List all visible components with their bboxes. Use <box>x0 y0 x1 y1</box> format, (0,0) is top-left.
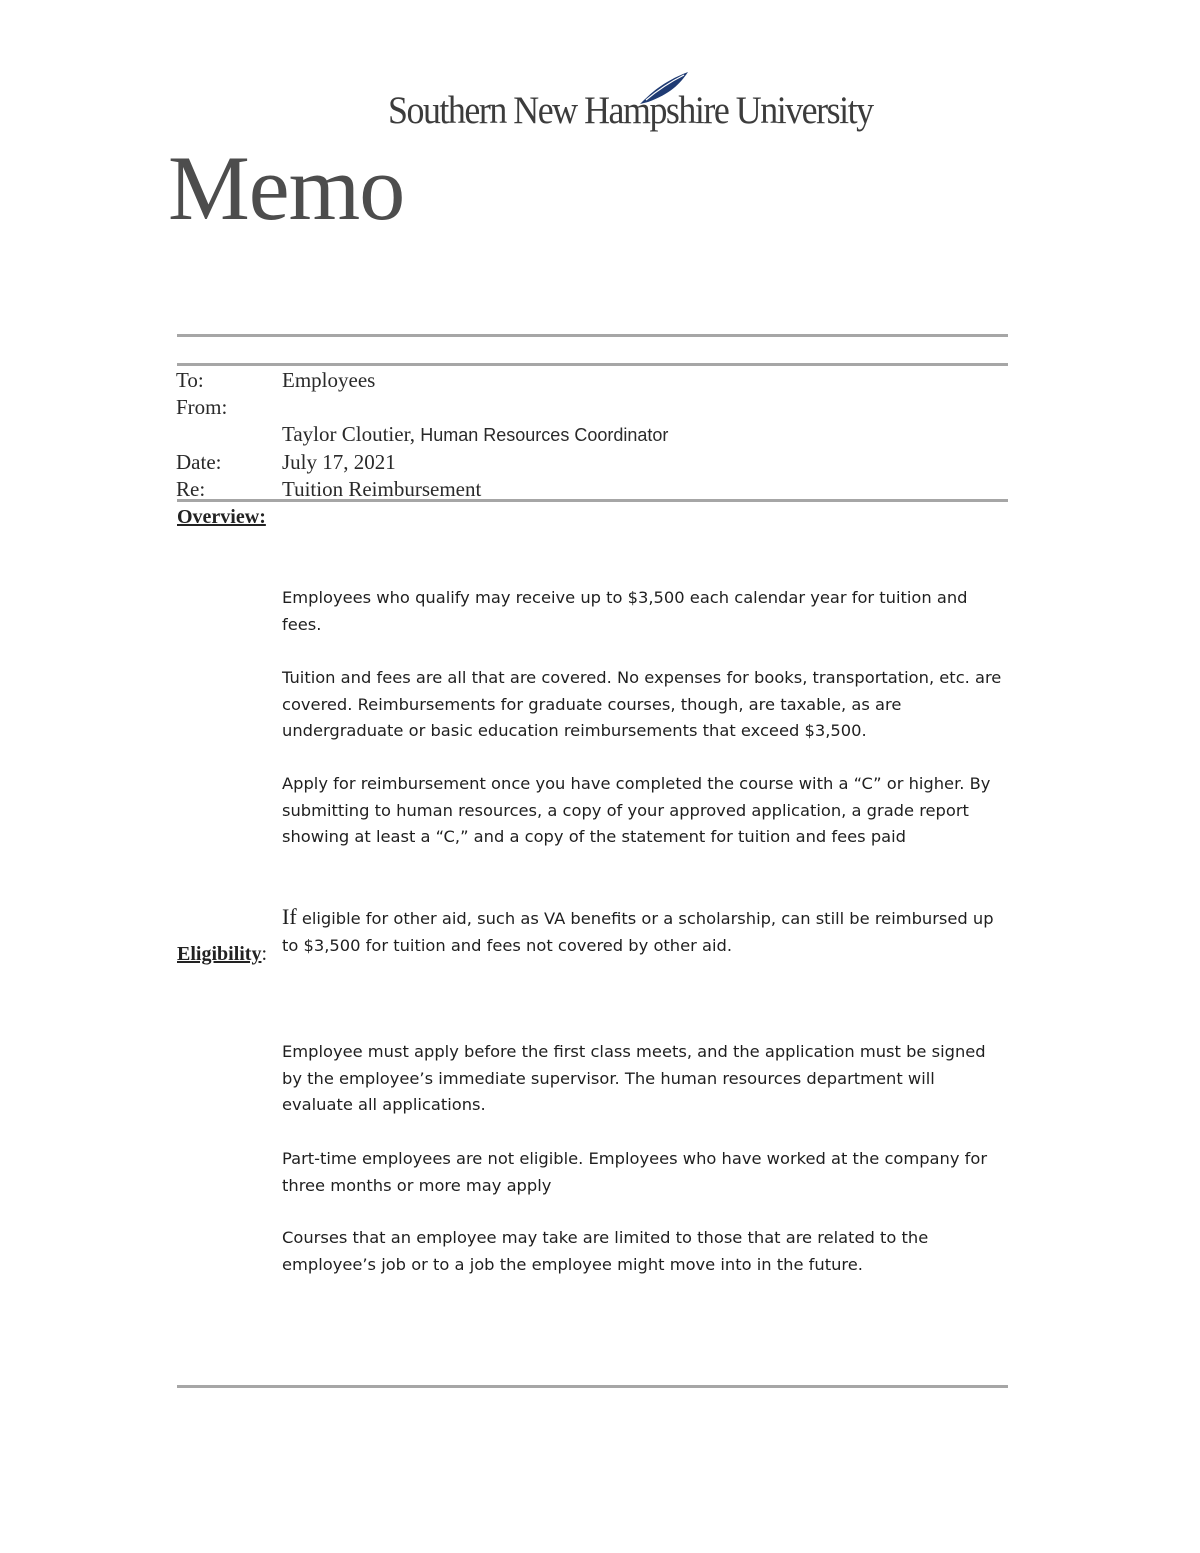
divider-bottom <box>177 1385 1008 1388</box>
overview-paragraph-1: Employees who qualify may receive up to $3,500 each calendar year for tuition and fees. <box>282 588 968 634</box>
re-label: Re: <box>176 477 206 501</box>
overview-paragraph-4-first-word: If <box>282 904 297 929</box>
divider-header-bottom <box>177 499 1008 502</box>
divider-top-1 <box>177 334 1008 337</box>
from-label: From: <box>176 395 228 419</box>
to-value: Employees <box>282 368 376 392</box>
eligibility-heading-colon: : <box>261 943 268 965</box>
eligibility-paragraph-2: Part-time employees are not eligible. Employees who have worked at the company for three months or more may apply <box>282 1149 988 1195</box>
overview-paragraph-4-text: eligible for other aid, such as VA benefits or a scholarship, can still be reimbursed up to $3,500 for tuition and fees not covered by other aid. <box>282 909 994 955</box>
from-value <box>282 424 668 445</box>
memo-title: Memo <box>168 137 405 239</box>
overview-heading: Overview: <box>177 506 266 528</box>
divider-top-2 <box>177 363 1008 366</box>
eligibility-heading-text: Eligibility <box>177 943 262 965</box>
date-label: Date: <box>176 450 222 474</box>
university-logo <box>388 70 873 140</box>
overview-paragraph-2: Tuition and fees are all that are covered. No expenses for books, transportation, etc. are covered. Reimbursements for graduate courses, though, are taxable, as are undergraduate or basic education reimbursements that exceed $3,500. <box>282 668 1002 740</box>
re-value: Tuition Reimbursement <box>282 477 482 501</box>
to-label: To: <box>176 368 204 392</box>
eligibility-paragraph-3: Courses that an employee may take are limited to those that are related to the employee’s job or to a job the employee might move into in the future. <box>282 1228 929 1274</box>
overview-paragraph-4 <box>282 904 1010 959</box>
from-role: Human Resources Coordinator <box>420 425 669 445</box>
date-value: July 17, 2021 <box>282 450 396 474</box>
eligibility-paragraph-1: Employee must apply before the first class meets, and the application must be signed by the employee’s immediate supervisor. The human resources department will evaluate all applications. <box>282 1042 986 1114</box>
from-name: Taylor Cloutier, <box>282 422 421 446</box>
logo-wordmark: Southern New Hampshire University <box>388 89 873 132</box>
leaf-icon <box>636 70 696 110</box>
overview-paragraph-3: Apply for reimbursement once you have completed the course with a “C” or higher. By submitting to human resources, a copy of your approved application, a grade report showing at least a “C,” and a copy of the statement for tuition and fees paid <box>282 774 991 846</box>
eligibility-heading <box>177 944 267 964</box>
